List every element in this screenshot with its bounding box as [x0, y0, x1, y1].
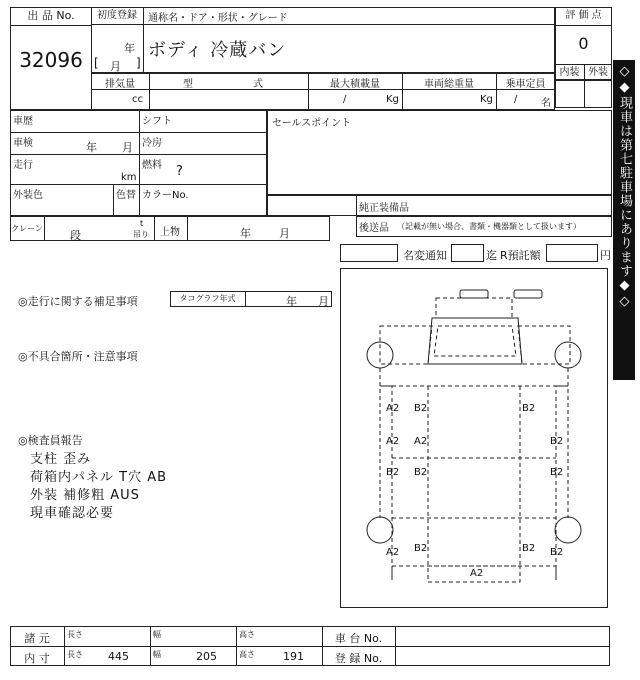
color-no-label: カラーNo. — [142, 190, 189, 201]
exterior-label: 外装 — [584, 64, 612, 81]
capacity-label: 乗車定員 — [505, 79, 546, 90]
report-line-3: 外装 補修粗 AUS — [30, 488, 140, 503]
damage-code: A2 — [386, 547, 400, 558]
damage-code: B2 — [522, 403, 536, 414]
lot-number: 32096 — [19, 48, 83, 72]
lot-label: 出 品 No. — [10, 7, 92, 26]
score-label: 評 価 点 — [555, 7, 612, 26]
inspector-label: ◎検査員報告 — [18, 434, 83, 447]
damage-code: B2 — [414, 467, 428, 478]
displacement-label: 排気量 — [105, 79, 135, 90]
damage-code: A2 — [470, 568, 484, 579]
crane-step: 段 — [70, 229, 81, 242]
damage-code: B2 — [414, 543, 428, 554]
name-change-field[interactable] — [340, 244, 398, 262]
defect-label: ◎不具合箇所・注意事項 — [18, 350, 138, 363]
cc-unit: cc — [132, 94, 143, 105]
score-value: 0 — [578, 34, 589, 53]
reg-label: 登 録 No. — [334, 652, 383, 665]
name-change-label: 名変通知 — [403, 249, 447, 262]
side-banner-text: ◇◆現車は第七駐車場にあります◆◇ — [617, 64, 632, 310]
first-reg-label: 初度登録 — [91, 7, 144, 25]
genuine-label: 純正装備品 — [359, 203, 409, 214]
shipping-label: 後送品 — [359, 223, 389, 234]
model-label: 型 — [183, 79, 193, 90]
refund-label: R預託額 — [500, 249, 541, 262]
shipping-note: （記載が無い場合、書類・機器類として扱います） — [397, 222, 581, 231]
damage-code: B2 — [522, 543, 536, 554]
damage-code: B2 — [386, 467, 400, 478]
exterior-color-label: 外装色 — [13, 190, 43, 201]
fuel-label: 燃料 — [142, 160, 162, 171]
interior-label: 内装 — [555, 64, 585, 81]
ac-label: 冷房 — [142, 138, 162, 149]
fuel-value: ? — [176, 164, 184, 179]
gvw-label: 車両総重量 — [424, 79, 474, 90]
yen-unit: 円 — [600, 249, 611, 262]
mileage-label: 走行 — [13, 160, 33, 171]
tacho-label: タコグラフ年式 — [170, 291, 246, 307]
name-label: 通称名・ドア・形状・グレード — [148, 13, 288, 24]
report-line-4: 現車確認必要 — [30, 506, 115, 521]
history-label: 車歴 — [13, 116, 33, 127]
damage-code: A2 — [414, 436, 428, 447]
km-unit: km — [121, 172, 137, 183]
damage-code: B2 — [414, 403, 428, 414]
damage-code: B2 — [550, 436, 564, 447]
refund-field[interactable] — [546, 244, 598, 262]
month-unit: 月 — [110, 60, 121, 73]
inner-width: 205 — [196, 650, 217, 663]
model-name: ボディ 冷蔵バン — [148, 40, 287, 61]
report-line-1: 支柱 歪み — [30, 452, 92, 467]
max-load-label: 最大積載量 — [330, 79, 380, 90]
spec-label: 諸 元 — [24, 632, 50, 645]
sales-point-label: セールスポイント — [272, 118, 352, 129]
driving-notes-label: ◎走行に関する補足事項 — [18, 295, 138, 308]
shift-label: シフト — [142, 116, 172, 127]
chassis-label: 車 台 No. — [334, 632, 383, 645]
type-label: 式 — [253, 79, 263, 90]
truck-outline — [340, 268, 608, 608]
damage-code: A2 — [386, 436, 400, 447]
report-line-2: 荷箱内パネル T穴 AB — [30, 470, 168, 485]
damage-code: B2 — [550, 547, 564, 558]
name-change-check[interactable] — [451, 244, 484, 262]
genuine-box — [267, 195, 612, 216]
color-change-label: 色替 — [116, 190, 136, 201]
crane-label: クレーン — [10, 216, 45, 241]
inner-label: 内 寸 — [24, 652, 50, 665]
inner-height: 191 — [283, 650, 304, 663]
lift-label: 上物 — [160, 227, 180, 238]
inner-length: 445 — [108, 650, 129, 663]
inspection-label: 車検 — [13, 138, 33, 149]
damage-code: A2 — [386, 403, 400, 414]
year-unit: 年 — [124, 42, 135, 55]
damage-code: B2 — [550, 467, 564, 478]
